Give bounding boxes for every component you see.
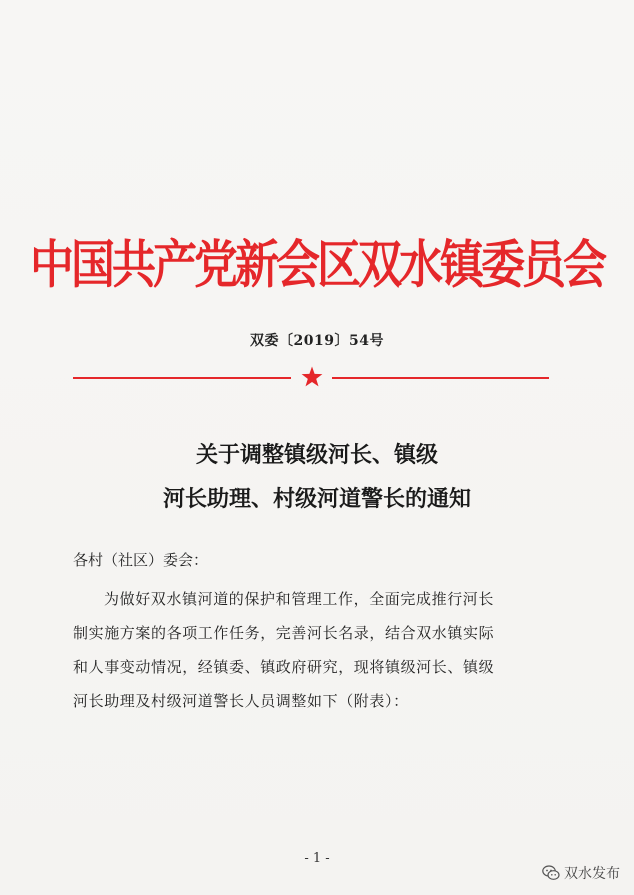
issuing-organization-header: 中国共产党新会区双水镇委员会: [30, 235, 604, 296]
wechat-icon: [542, 865, 560, 881]
body-paragraph-line: 河长助理及村级河道警长人员调整如下（附表）：: [73, 692, 409, 710]
body-paragraph-line: 制实施方案的各项工作任务，完善河长名录，结合双水镇实际: [73, 624, 495, 642]
watermark: [542, 863, 620, 883]
red-star-icon: [300, 365, 324, 389]
body-paragraph-line: 为做好双水镇河道的保护和管理工作，全面完成推行河长: [104, 590, 495, 608]
red-divider-right: [332, 377, 549, 379]
body-paragraph-line: 和人事变动情况，经镇委、镇政府研究，现将镇级河长、镇级: [73, 658, 495, 676]
watermark-text: 双水发布: [564, 866, 620, 882]
page-number: - 1 -: [304, 851, 330, 866]
notice-title-line-2: 河长助理、村级河道警长的通知: [162, 486, 471, 512]
notice-title-line-1: 关于调整镇级河长、镇级: [195, 442, 438, 468]
document-number: 双委〔2019〕54号: [250, 333, 384, 349]
red-divider-left: [73, 377, 291, 379]
salutation: 各村（社区）委会：: [73, 551, 209, 569]
